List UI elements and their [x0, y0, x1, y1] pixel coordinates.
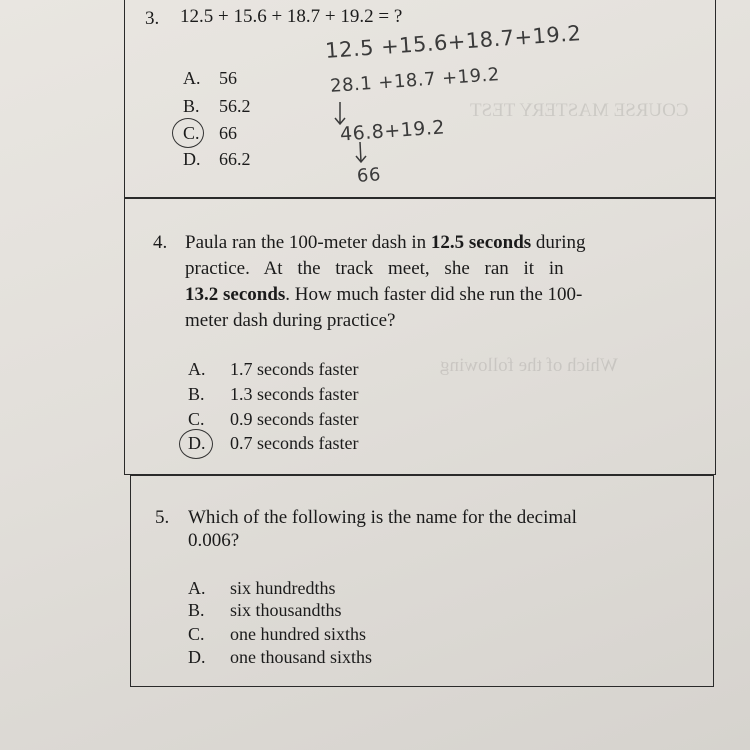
answer-circle-mark [179, 429, 213, 459]
option-letter: C. [183, 123, 200, 143]
question-line: 0.006? [188, 530, 240, 551]
answer-option[interactable] [188, 598, 342, 622]
question-line: practice. At the track meet, she ran it in [185, 258, 564, 279]
answer-circle-mark [172, 118, 204, 148]
answer-option[interactable] [188, 407, 358, 431]
answer-option[interactable] [183, 66, 237, 90]
question-number: 3. [145, 8, 160, 29]
bleed-through-text: COURSE MASTERY TEST [470, 100, 689, 121]
question-line [185, 282, 681, 308]
option-text: six thousandths [230, 600, 342, 620]
handwritten-arrow-icon [330, 100, 350, 170]
option-letter: D. [188, 647, 206, 667]
text-run: Paula ran the 100-meter dash in [185, 232, 431, 253]
text-run: . How much faster did she run the 100- [285, 284, 583, 305]
handwritten-work: 66 [356, 164, 382, 187]
answer-option[interactable] [188, 622, 366, 646]
option-letter: B. [188, 384, 205, 404]
option-text: 56.2 [219, 96, 251, 116]
text-run-bold: 12.5 seconds [430, 232, 532, 253]
option-letter: C. [188, 409, 205, 429]
question-text [188, 505, 577, 531]
handwritten-work: 12.5 +15.6+18.7+19.2 [324, 21, 583, 63]
option-letter: D. [183, 149, 201, 169]
bleed-through-text: Which of the following [440, 355, 618, 376]
text-run-bold: 13.2 seconds [185, 284, 286, 305]
answer-option[interactable] [183, 147, 251, 171]
question-line [185, 230, 681, 256]
question-text [188, 528, 239, 554]
handwritten-arrow-icon [352, 140, 372, 170]
option-letter: B. [188, 600, 205, 620]
option-text: 66 [219, 123, 237, 143]
option-text: 1.7 seconds faster [230, 359, 359, 379]
option-letter: A. [188, 578, 206, 598]
question-number: 5. [155, 507, 170, 528]
option-text: 66.2 [219, 149, 251, 169]
option-letter: A. [183, 68, 201, 88]
answer-option[interactable] [188, 382, 358, 406]
option-letter: B. [183, 96, 200, 116]
question-text: 12.5 + 15.6 + 18.7 + 19.2 = ? [180, 6, 403, 27]
option-text: one hundred sixths [230, 624, 366, 644]
text-run: during [531, 232, 586, 253]
answer-option[interactable] [188, 431, 358, 455]
option-letter: C. [188, 624, 205, 644]
handwritten-work: 46.8+19.2 [339, 116, 446, 146]
handwritten-work: 28.1 +18.7 +19.2 [329, 64, 501, 97]
option-letter: A. [188, 359, 206, 379]
option-text: 0.9 seconds faster [230, 409, 359, 429]
question-line: meter dash during practice? [185, 310, 396, 331]
answer-option[interactable] [183, 94, 251, 118]
option-letter: D. [188, 433, 206, 453]
answer-option[interactable] [188, 576, 336, 600]
option-text: 1.3 seconds faster [230, 384, 359, 404]
option-text: one thousand sixths [230, 647, 372, 667]
option-text: 56 [219, 68, 237, 88]
option-text: six hundredths [230, 578, 336, 598]
question-text [185, 230, 681, 334]
answer-option[interactable] [188, 645, 372, 669]
question-line: Which of the following is the name for the decimal [188, 507, 577, 528]
option-text: 0.7 seconds faster [230, 433, 359, 453]
answer-option[interactable] [188, 357, 358, 381]
question-number: 4. [153, 232, 168, 253]
